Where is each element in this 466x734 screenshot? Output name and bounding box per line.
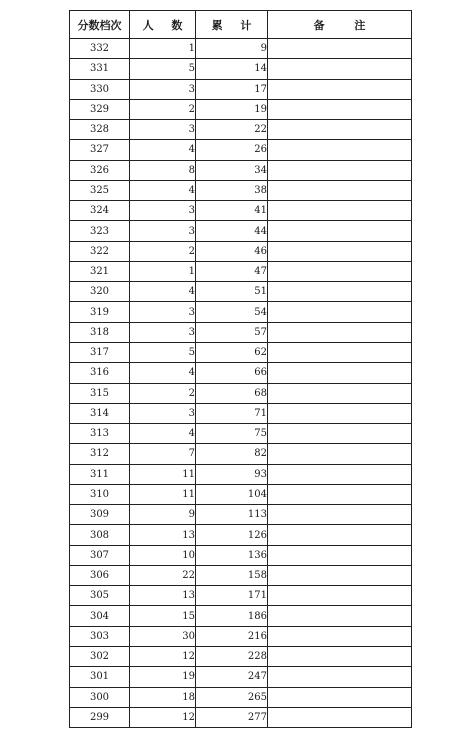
cell-score: 316 bbox=[70, 363, 130, 383]
table-row bbox=[70, 241, 412, 261]
table-row bbox=[70, 424, 412, 444]
table-row bbox=[70, 464, 412, 484]
cell-count: 18 bbox=[130, 687, 196, 707]
cell-note bbox=[268, 140, 412, 160]
cell-count: 10 bbox=[130, 545, 196, 565]
table-row bbox=[70, 505, 412, 525]
cell-score: 303 bbox=[70, 626, 130, 646]
cell-score: 328 bbox=[70, 120, 130, 140]
cell-note bbox=[268, 221, 412, 241]
table-row bbox=[70, 39, 412, 59]
cell-note bbox=[268, 342, 412, 362]
cell-count: 30 bbox=[130, 626, 196, 646]
cell-score: 301 bbox=[70, 667, 130, 687]
cell-note bbox=[268, 525, 412, 545]
cell-note bbox=[268, 565, 412, 585]
cell-count: 11 bbox=[130, 464, 196, 484]
cell-note bbox=[268, 505, 412, 525]
table-row bbox=[70, 444, 412, 464]
cell-note bbox=[268, 667, 412, 687]
table-row bbox=[70, 99, 412, 119]
cell-note bbox=[268, 707, 412, 727]
table-row bbox=[70, 403, 412, 423]
cell-note bbox=[268, 383, 412, 403]
cell-score: 332 bbox=[70, 39, 130, 59]
cell-cumulative: 46 bbox=[196, 241, 268, 261]
cell-note bbox=[268, 120, 412, 140]
cell-count: 4 bbox=[130, 424, 196, 444]
cell-note bbox=[268, 99, 412, 119]
table-row bbox=[70, 59, 412, 79]
cell-score: 331 bbox=[70, 59, 130, 79]
cell-count: 1 bbox=[130, 261, 196, 281]
cell-cumulative: 216 bbox=[196, 626, 268, 646]
header-row bbox=[70, 11, 412, 39]
cell-note bbox=[268, 586, 412, 606]
table-body bbox=[70, 39, 412, 728]
cell-note bbox=[268, 261, 412, 281]
cell-count: 7 bbox=[130, 444, 196, 464]
cell-note bbox=[268, 160, 412, 180]
cell-cumulative: 9 bbox=[196, 39, 268, 59]
header-cumulative: 累 计 bbox=[196, 11, 268, 39]
cell-cumulative: 75 bbox=[196, 424, 268, 444]
cell-cumulative: 171 bbox=[196, 586, 268, 606]
cell-cumulative: 277 bbox=[196, 707, 268, 727]
cell-score: 317 bbox=[70, 342, 130, 362]
cell-note bbox=[268, 464, 412, 484]
cell-cumulative: 126 bbox=[196, 525, 268, 545]
cell-count: 3 bbox=[130, 79, 196, 99]
cell-score: 315 bbox=[70, 383, 130, 403]
cell-cumulative: 47 bbox=[196, 261, 268, 281]
cell-note bbox=[268, 322, 412, 342]
cell-count: 2 bbox=[130, 241, 196, 261]
cell-count: 3 bbox=[130, 221, 196, 241]
table-row bbox=[70, 160, 412, 180]
cell-score: 309 bbox=[70, 505, 130, 525]
cell-note bbox=[268, 484, 412, 504]
table-row bbox=[70, 282, 412, 302]
table-row bbox=[70, 646, 412, 666]
table-row bbox=[70, 221, 412, 241]
cell-note bbox=[268, 626, 412, 646]
cell-cumulative: 71 bbox=[196, 403, 268, 423]
cell-cumulative: 82 bbox=[196, 444, 268, 464]
cell-score: 306 bbox=[70, 565, 130, 585]
header-note: 备 注 bbox=[268, 11, 412, 39]
cell-count: 4 bbox=[130, 140, 196, 160]
cell-cumulative: 22 bbox=[196, 120, 268, 140]
cell-count: 2 bbox=[130, 383, 196, 403]
cell-note bbox=[268, 241, 412, 261]
cell-count: 13 bbox=[130, 586, 196, 606]
cell-score: 318 bbox=[70, 322, 130, 342]
cell-cumulative: 104 bbox=[196, 484, 268, 504]
cell-count: 4 bbox=[130, 180, 196, 200]
cell-score: 325 bbox=[70, 180, 130, 200]
cell-count: 3 bbox=[130, 403, 196, 423]
cell-note bbox=[268, 302, 412, 322]
cell-note bbox=[268, 545, 412, 565]
cell-cumulative: 57 bbox=[196, 322, 268, 342]
cell-score: 304 bbox=[70, 606, 130, 626]
cell-score: 329 bbox=[70, 99, 130, 119]
table-row bbox=[70, 120, 412, 140]
cell-note bbox=[268, 201, 412, 221]
cell-count: 4 bbox=[130, 282, 196, 302]
header-count: 人 数 bbox=[130, 11, 196, 39]
cell-cumulative: 113 bbox=[196, 505, 268, 525]
table-row bbox=[70, 261, 412, 281]
cell-score: 327 bbox=[70, 140, 130, 160]
cell-score: 313 bbox=[70, 424, 130, 444]
cell-cumulative: 136 bbox=[196, 545, 268, 565]
cell-note bbox=[268, 59, 412, 79]
cell-cumulative: 34 bbox=[196, 160, 268, 180]
cell-note bbox=[268, 424, 412, 444]
table-row bbox=[70, 363, 412, 383]
table-row bbox=[70, 687, 412, 707]
cell-score: 310 bbox=[70, 484, 130, 504]
cell-note bbox=[268, 180, 412, 200]
table-row bbox=[70, 140, 412, 160]
table-row bbox=[70, 707, 412, 727]
cell-score: 330 bbox=[70, 79, 130, 99]
table-row bbox=[70, 606, 412, 626]
score-distribution-table bbox=[69, 10, 412, 728]
cell-note bbox=[268, 39, 412, 59]
cell-score: 305 bbox=[70, 586, 130, 606]
table-row bbox=[70, 525, 412, 545]
cell-count: 3 bbox=[130, 302, 196, 322]
cell-score: 307 bbox=[70, 545, 130, 565]
cell-note bbox=[268, 646, 412, 666]
cell-count: 19 bbox=[130, 667, 196, 687]
cell-count: 2 bbox=[130, 99, 196, 119]
cell-score: 321 bbox=[70, 261, 130, 281]
cell-cumulative: 186 bbox=[196, 606, 268, 626]
cell-count: 3 bbox=[130, 201, 196, 221]
cell-score: 326 bbox=[70, 160, 130, 180]
table-row bbox=[70, 667, 412, 687]
cell-count: 8 bbox=[130, 160, 196, 180]
cell-score: 320 bbox=[70, 282, 130, 302]
cell-score: 323 bbox=[70, 221, 130, 241]
cell-score: 302 bbox=[70, 646, 130, 666]
cell-count: 12 bbox=[130, 646, 196, 666]
cell-cumulative: 26 bbox=[196, 140, 268, 160]
cell-cumulative: 19 bbox=[196, 99, 268, 119]
table-row bbox=[70, 302, 412, 322]
table-row bbox=[70, 484, 412, 504]
cell-note bbox=[268, 687, 412, 707]
cell-count: 3 bbox=[130, 322, 196, 342]
header-score: 分数档次 bbox=[70, 11, 130, 39]
cell-cumulative: 93 bbox=[196, 464, 268, 484]
cell-score: 308 bbox=[70, 525, 130, 545]
table-row bbox=[70, 79, 412, 99]
cell-note bbox=[268, 282, 412, 302]
cell-cumulative: 247 bbox=[196, 667, 268, 687]
cell-note bbox=[268, 363, 412, 383]
cell-score: 312 bbox=[70, 444, 130, 464]
cell-score: 300 bbox=[70, 687, 130, 707]
cell-cumulative: 228 bbox=[196, 646, 268, 666]
cell-cumulative: 265 bbox=[196, 687, 268, 707]
cell-count: 1 bbox=[130, 39, 196, 59]
cell-cumulative: 14 bbox=[196, 59, 268, 79]
cell-note bbox=[268, 403, 412, 423]
cell-cumulative: 62 bbox=[196, 342, 268, 362]
cell-score: 311 bbox=[70, 464, 130, 484]
cell-count: 3 bbox=[130, 120, 196, 140]
table-row bbox=[70, 545, 412, 565]
cell-cumulative: 54 bbox=[196, 302, 268, 322]
cell-cumulative: 68 bbox=[196, 383, 268, 403]
cell-cumulative: 158 bbox=[196, 565, 268, 585]
cell-cumulative: 38 bbox=[196, 180, 268, 200]
cell-note bbox=[268, 79, 412, 99]
cell-count: 9 bbox=[130, 505, 196, 525]
table-row bbox=[70, 586, 412, 606]
table-row bbox=[70, 342, 412, 362]
table-row bbox=[70, 322, 412, 342]
table-row bbox=[70, 383, 412, 403]
cell-note bbox=[268, 444, 412, 464]
cell-count: 13 bbox=[130, 525, 196, 545]
cell-score: 319 bbox=[70, 302, 130, 322]
table-row bbox=[70, 626, 412, 646]
cell-cumulative: 17 bbox=[196, 79, 268, 99]
cell-cumulative: 66 bbox=[196, 363, 268, 383]
cell-cumulative: 41 bbox=[196, 201, 268, 221]
cell-count: 5 bbox=[130, 342, 196, 362]
cell-score: 324 bbox=[70, 201, 130, 221]
cell-note bbox=[268, 606, 412, 626]
table-row bbox=[70, 201, 412, 221]
cell-count: 22 bbox=[130, 565, 196, 585]
cell-count: 15 bbox=[130, 606, 196, 626]
table-row bbox=[70, 180, 412, 200]
cell-count: 12 bbox=[130, 707, 196, 727]
cell-count: 5 bbox=[130, 59, 196, 79]
table-row bbox=[70, 565, 412, 585]
cell-count: 11 bbox=[130, 484, 196, 504]
cell-cumulative: 51 bbox=[196, 282, 268, 302]
table-header bbox=[70, 11, 412, 39]
cell-score: 299 bbox=[70, 707, 130, 727]
cell-cumulative: 44 bbox=[196, 221, 268, 241]
cell-score: 322 bbox=[70, 241, 130, 261]
cell-score: 314 bbox=[70, 403, 130, 423]
cell-count: 4 bbox=[130, 363, 196, 383]
